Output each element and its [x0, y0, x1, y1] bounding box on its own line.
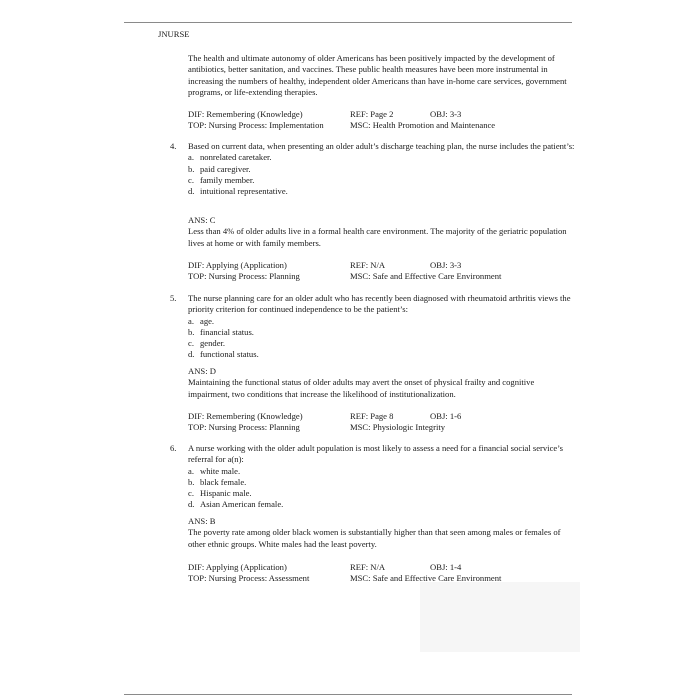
question-6: [170, 443, 575, 511]
top-label: TOP: Nursing Process: Implementation: [188, 120, 324, 131]
option-c: c. Hispanic male.: [188, 488, 252, 499]
top-label: TOP: Nursing Process: Planning: [188, 422, 300, 433]
obj-label: OBJ: 1-4: [430, 562, 462, 572]
top-rule: [124, 22, 572, 23]
answer-block-4: [188, 215, 578, 249]
intro-meta: [188, 109, 578, 132]
meta-4: [188, 260, 578, 283]
top-label: TOP: Nursing Process: Planning: [188, 271, 300, 282]
rationale-text: The health and ultimate autonomy of older Americans has been positively impacted by the development of antibiotics, better sanitation, and vaccines. These public health measures have been more instrumental in increasing the numbers of healthy, independent older Americans than have in-home care services, government programs, or life-extending therapies.: [188, 53, 567, 97]
answer-key: ANS: C: [188, 215, 216, 225]
option-d: d. Asian American female.: [188, 499, 284, 510]
rationale-text: Less than 4% of older adults live in a formal health care environment. The majority of the geriatric population lives at home or with family members.: [188, 226, 567, 248]
meta-6: [188, 562, 578, 585]
ref-label: REF: N/A: [350, 260, 386, 270]
intro-rationale: [188, 53, 578, 98]
question-5: [170, 293, 575, 361]
question-stem: A nurse working with the older adult population is most likely to assess a need for a financial social service’s referral for a(n):: [188, 443, 563, 465]
meta-5: [188, 411, 578, 434]
obj-label: OBJ: 3-3: [430, 260, 462, 270]
top-label: TOP: Nursing Process: Assessment: [188, 573, 310, 584]
option-a: a. age.: [188, 315, 215, 326]
dif-label: DIF: Remembering (Knowledge): [188, 411, 303, 421]
obj-label: OBJ: 1-6: [430, 411, 462, 421]
shaded-area: [420, 582, 580, 652]
msc-label: MSC: Health Promotion and Maintenance: [350, 120, 496, 131]
answer-block-6: [188, 516, 578, 550]
option-b: b. black female.: [188, 476, 247, 487]
ref-label: REF: Page 2: [350, 109, 394, 119]
options-list: [188, 466, 575, 511]
option-c: c. gender.: [188, 338, 226, 349]
option-c: c. family member.: [188, 174, 255, 185]
options-list: [188, 316, 575, 361]
rationale-text: Maintaining the functional status of older adults may avert the onset of physical frailty and cognitive impairment, two conditions that increase the likelihood of institutionalization.: [188, 377, 535, 399]
obj-label: OBJ: 3-3: [430, 109, 462, 119]
option-d: d. functional status.: [188, 349, 259, 360]
option-d: d. intuitional representative.: [188, 186, 288, 197]
question-number: 5.: [170, 293, 177, 303]
option-b: b. financial status.: [188, 326, 254, 337]
msc-label: MSC: Physiologic Integrity: [350, 422, 446, 433]
rationale-text: The poverty rate among older black women is substantially higher than that seen among males or females of other ethnic groups. White males had the least poverty.: [188, 527, 561, 549]
answer-key: ANS: B: [188, 516, 216, 526]
msc-label: MSC: Safe and Effective Care Environment: [350, 271, 502, 282]
options-list: [188, 152, 575, 197]
option-a: a. white male.: [188, 465, 241, 476]
dif-label: DIF: Remembering (Knowledge): [188, 109, 303, 119]
msc-label: MSC: Safe and Effective Care Environment: [350, 573, 502, 584]
question-number: 4.: [170, 141, 177, 151]
answer-key: ANS: D: [188, 366, 216, 376]
bottom-rule: [124, 694, 572, 695]
option-b: b. paid caregiver.: [188, 163, 251, 174]
question-number: 6.: [170, 443, 177, 453]
ref-label: REF: Page 8: [350, 411, 394, 421]
option-a: a. nonrelated caretaker.: [188, 152, 272, 163]
answer-block-5: [188, 366, 578, 400]
dif-label: DIF: Applying (Application): [188, 260, 287, 270]
dif-label: DIF: Applying (Application): [188, 562, 287, 572]
question-stem: The nurse planning care for an older adult who has recently been diagnosed with rheumatoid arthritis views the priority criterion for continued independence to be the patient’s:: [188, 293, 571, 315]
ref-label: REF: N/A: [350, 562, 386, 572]
page-header: JNURSE: [158, 29, 190, 39]
question-stem: Based on current data, when presenting an older adult’s discharge teaching plan, the nurse includes the patient’s:: [188, 141, 575, 151]
question-4: [170, 141, 575, 197]
